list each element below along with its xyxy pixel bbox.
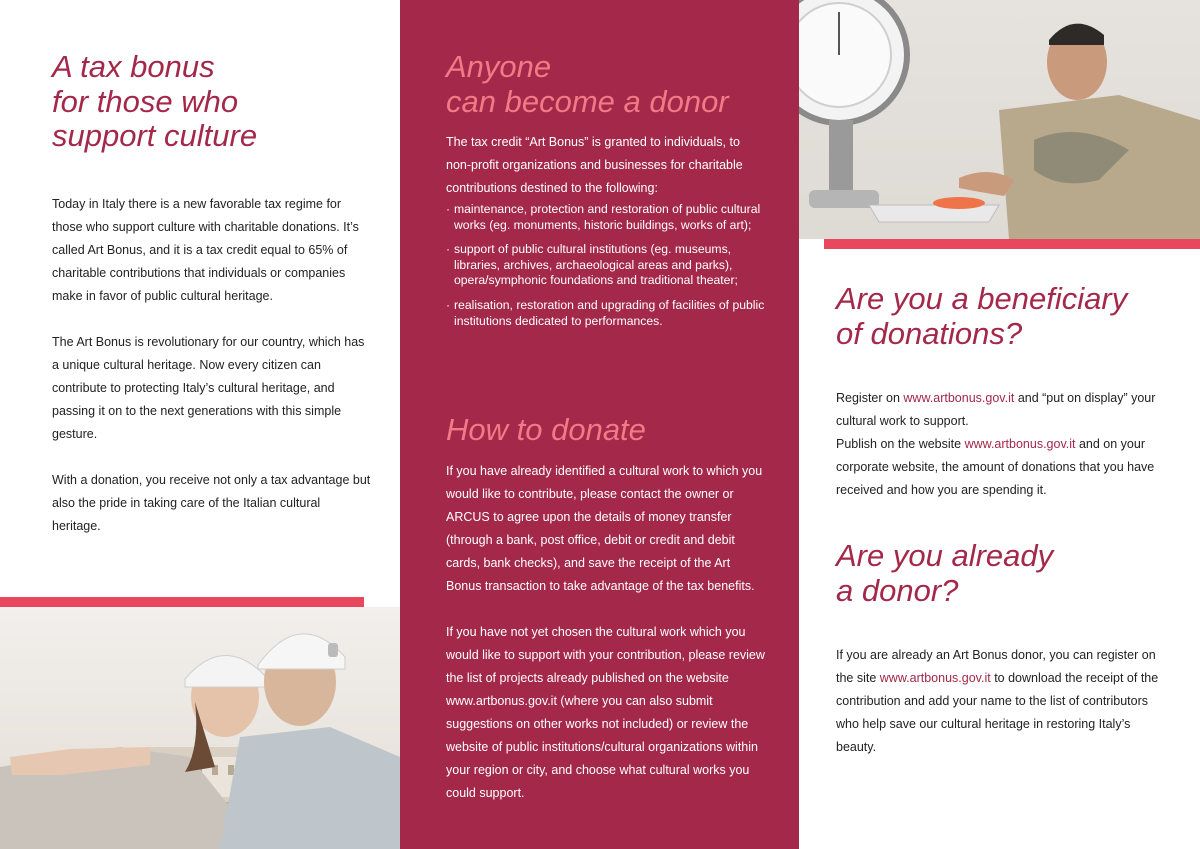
already-donor-body xyxy=(836,644,1166,759)
how-paragraph-1: If you have already identified a cultural work to which you would like to contribute, please contact the owner or ARCUS to agree upon the details of money transfer (through a bank, post office, debit or credit and debit cards, bank checks), and save the receipt of the Art Bonus transaction to take advantage of the tax benefits. xyxy=(446,464,763,593)
left-title-line-1: A tax bonus xyxy=(52,49,215,84)
scale-illustration xyxy=(799,0,1200,239)
list-item-text: realisation, restoration and upgrading of facilities of public institutions dedicated to performances. xyxy=(454,297,765,328)
how-to-donate-body xyxy=(446,460,766,828)
already-donor-title xyxy=(836,539,1176,608)
bullet: · xyxy=(446,242,451,257)
artbonus-link[interactable]: www.artbonus.gov.it xyxy=(879,671,991,685)
engineers-photo xyxy=(0,607,400,849)
left-body xyxy=(52,193,372,561)
beneficiary-title-line-2: of donations? xyxy=(836,315,1023,351)
left-paragraph-2: The Art Bonus is revolutionary for our country, which has a unique cultural heritage. Now every citizen can contribute to protecting Italy’s cultural heritage, and passing it on to the next generations with this simple gesture. xyxy=(52,335,365,441)
beneficiary-text-2: and “put on display” your cultural work to support. xyxy=(836,391,1156,428)
donor-intro: The tax credit “Art Bonus” is granted to individuals, to non-profit organizations and businesses for charitable contributions destined to the following: xyxy=(446,135,743,195)
left-title-line-3: support culture xyxy=(52,118,258,154)
how-to-donate-title: How to donate xyxy=(446,412,646,447)
donor-title xyxy=(446,50,766,119)
list-item xyxy=(446,298,766,329)
artbonus-link[interactable]: www.artbonus.gov.it xyxy=(964,437,1076,451)
already-donor-title-line-1: Are you already xyxy=(836,538,1054,573)
bullet: · xyxy=(446,202,451,216)
left-title-line-2: for those who xyxy=(52,83,239,119)
already-donor-text-1: If you are already an Art Bonus donor, you can register on the site xyxy=(836,648,1156,685)
artbonus-link[interactable]: www.artbonus.gov.it xyxy=(903,391,1015,405)
right-accent-bar xyxy=(824,239,1200,249)
already-donor-title-line-2: a donor? xyxy=(836,572,959,608)
list-item xyxy=(446,202,766,233)
donor-list xyxy=(446,202,766,338)
list-item-text: maintenance, protection and restoration of public cultural works (eg. monuments, historic buildings, works of art); xyxy=(454,202,761,232)
middle-panel xyxy=(400,0,799,849)
beneficiary-text-3: Publish on the website xyxy=(836,437,965,451)
left-paragraph-3: With a donation, you receive not only a tax advantage but also the pride in taking care of the Italian cultural heritage. xyxy=(52,473,371,533)
donor-title-line-1: Anyone xyxy=(446,49,552,84)
donor-title-line-2: can become a donor xyxy=(446,83,729,119)
man-with-scale-photo xyxy=(799,0,1200,239)
left-paragraph-1: Today in Italy there is a new favorable tax regime for those who support culture with charitable donations. It’s called Art Bonus, and it is a tax credit equal to 65% of charitable contributions that individuals or companies make in favor of public cultural heritage. xyxy=(52,197,359,303)
left-accent-bar xyxy=(0,597,364,607)
beneficiary-text-1: Register on xyxy=(836,391,904,405)
beneficiary-title-line-1: Are you a beneficiary xyxy=(836,281,1128,316)
how-paragraph-2: If you have not yet chosen the cultural work which you would like to support with your contribution, please review the list of projects already published on the website www.artbonus.gov.it (where you can also submit suggestions on other works not included) or review the website of public institutions/cultural organizations within your region or city, and choose what cultural works you could support. xyxy=(446,625,765,800)
already-donor-text-2: to download the receipt of the contribution and add your name to the list of contributors who help save our cultural heritage in restoring Italy’s beauty. xyxy=(836,671,1159,754)
engineers-illustration xyxy=(0,607,400,849)
list-item-text: support of public cultural institutions (eg. museums, libraries, archives, archaeological areas and parks), opera/symphonic foundations and traditional theater; xyxy=(454,242,738,288)
left-panel xyxy=(0,0,400,849)
beneficiary-title xyxy=(836,282,1176,351)
list-item xyxy=(446,242,766,289)
left-title xyxy=(52,50,382,154)
right-panel xyxy=(799,0,1200,849)
beneficiary-text-4: and on your corporate website, the amount of donations that you have received and how you are spending it. xyxy=(836,437,1155,497)
bullet: · xyxy=(446,297,451,312)
beneficiary-body xyxy=(836,387,1166,502)
